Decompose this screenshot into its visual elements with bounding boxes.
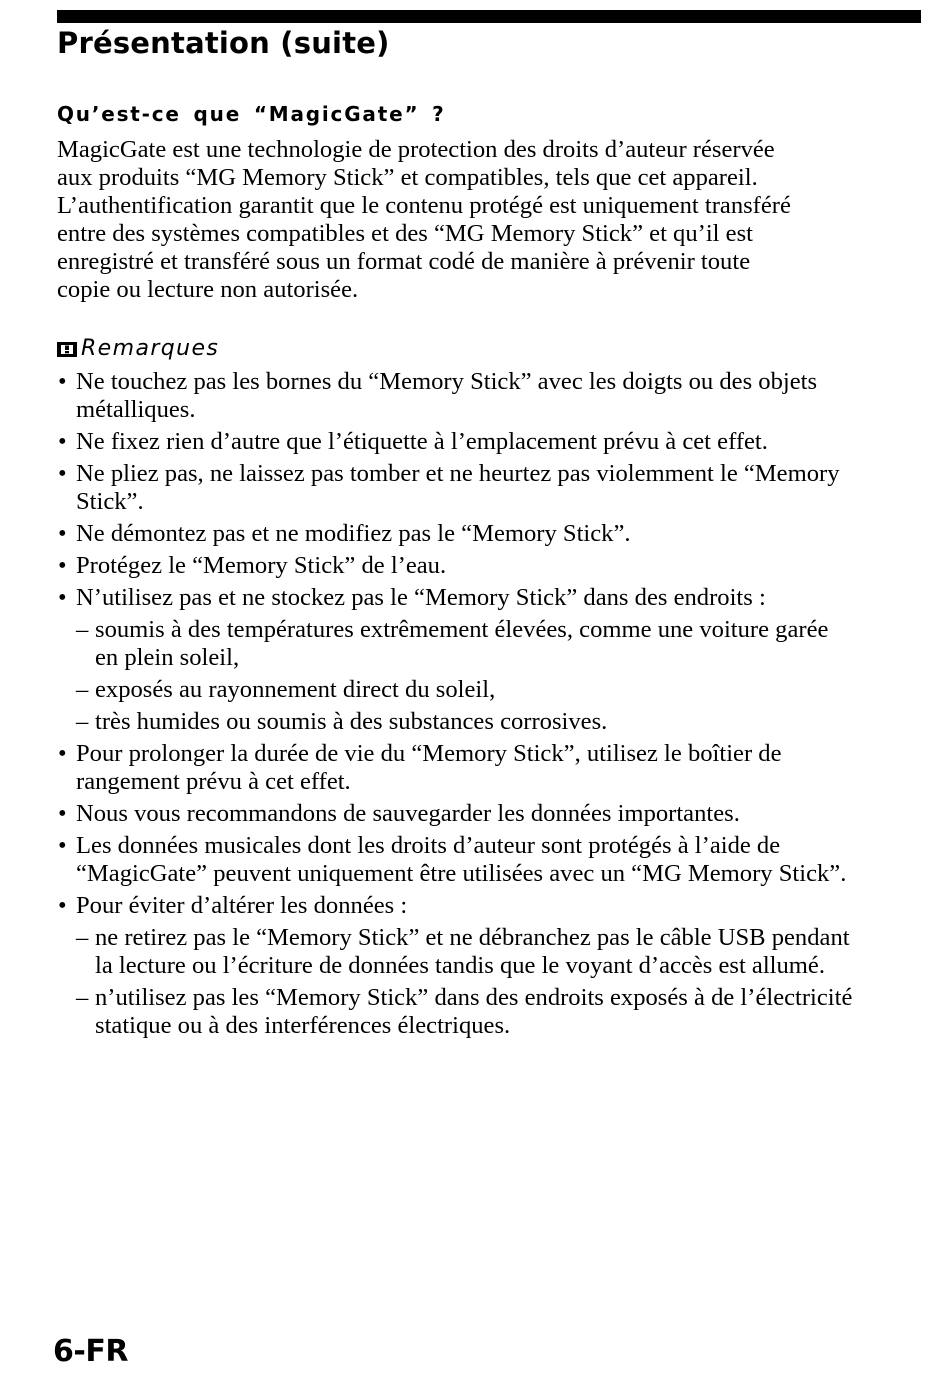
sub-item [76,676,927,704]
bullet: • [58,800,67,827]
page-number: 6-FR [53,1334,128,1369]
paragraph-line: enregistré et transféré sous un format codé de manière à prévenir toute [57,248,751,275]
note-text-line: Protégez le “Memory Stick” de l’eau. [76,552,447,579]
intro-paragraph [57,136,925,304]
note-text-line: Pour prolonger la durée de vie du “Memory Stick”, utilisez le boîtier de [76,740,782,767]
bullet: • [58,460,67,487]
sub-text-line: la lecture ou l’écriture de données tandis que le voyant d’accès est allumé. [95,952,825,979]
sub-item [76,616,927,672]
dash: – [76,616,89,643]
note-item [57,428,927,456]
note-icon [57,339,77,359]
sub-list [76,616,927,736]
paragraph-line: aux produits “MG Memory Stick” et compatibles, tels que cet appareil. [57,164,758,191]
note-text-line: Pour éviter d’altérer les données : [76,892,408,919]
bullet: • [58,892,67,919]
sub-item [76,984,927,1040]
note-item [57,520,927,548]
sub-item [76,924,927,980]
note-item [57,800,927,828]
header-rule [57,10,921,23]
dash: – [76,924,89,951]
dash: – [76,676,89,703]
notes-heading [57,336,219,361]
note-item [57,368,927,424]
note-item [57,832,927,888]
note-text-line: Les données musicales dont les droits d’auteur sont protégés à l’aide de [76,832,781,859]
sub-text-line: soumis à des températures extrêmement élevées, comme une voiture garée [95,616,829,643]
note-text-line: Ne touchez pas les bornes du “Memory Stick” avec les doigts ou des objets [76,368,818,395]
dash: – [76,708,89,735]
note-text-line: Stick”. [76,488,144,515]
paragraph-line: MagicGate est une technologie de protection des droits d’auteur réservée [57,136,775,163]
note-text-line: Ne démontez pas et ne modifiez pas le “Memory Stick”. [76,520,631,547]
sub-text-line: en plein soleil, [95,644,240,671]
note-text-line: Nous vous recommandons de sauvegarder les données importantes. [76,800,740,827]
dash: – [76,984,89,1011]
paragraph-line: entre des systèmes compatibles et des “MG Memory Stick” et qu’il est [57,220,753,247]
section-heading: Qu’est-ce que “MagicGate” ? [57,102,446,126]
bullet: • [58,428,67,455]
sub-text-line: n’utilisez pas les “Memory Stick” dans des endroits exposés à de l’électricité [95,984,853,1011]
note-item [57,892,927,1040]
sub-text-line: statique ou à des interférences électriques. [95,1012,511,1039]
note-text-line: Ne fixez rien d’autre que l’étiquette à l’emplacement prévu à cet effet. [76,428,768,455]
note-text-line: “MagicGate” peuvent uniquement être utilisées avec un “MG Memory Stick”. [76,860,847,887]
notes-list [57,368,927,1044]
bullet: • [58,520,67,547]
bullet: • [58,368,67,395]
sub-text-line: très humides ou soumis à des substances corrosives. [95,708,608,735]
note-item [57,584,927,736]
note-text-line: Ne pliez pas, ne laissez pas tomber et ne heurtez pas violemment le “Memory [76,460,840,487]
note-item [57,740,927,796]
bullet: • [58,552,67,579]
paragraph-line: L’authentification garantit que le contenu protégé est uniquement transféré [57,192,791,219]
note-text-line: N’utilisez pas et ne stockez pas le “Memory Stick” dans des endroits : [76,584,766,611]
note-text-line: métalliques. [76,396,196,423]
notes-heading-label: Remarques [81,336,220,361]
bullet: • [58,584,67,611]
sub-list [76,924,927,1040]
note-item [57,460,927,516]
sub-text-line: exposés au rayonnement direct du soleil, [95,676,496,703]
page-title: Présentation (suite) [57,26,390,60]
note-item [57,552,927,580]
note-text-line: rangement prévu à cet effet. [76,768,351,795]
sub-item [76,708,927,736]
bullet: • [58,740,67,767]
sub-text-line: ne retirez pas le “Memory Stick” et ne débranchez pas le câble USB pendant [95,924,850,951]
bullet: • [58,832,67,859]
paragraph-line: copie ou lecture non autorisée. [57,276,359,303]
